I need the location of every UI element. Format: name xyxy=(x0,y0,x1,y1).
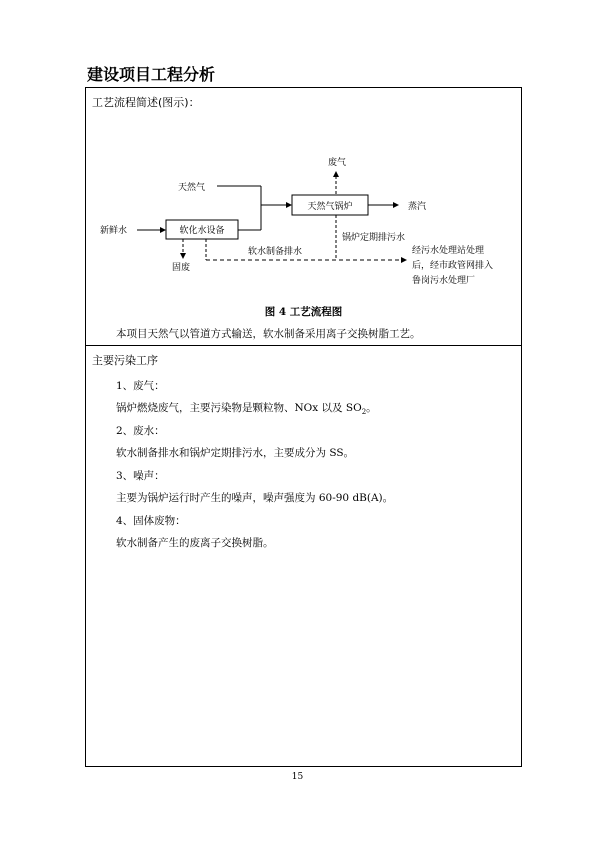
boiler-label: 天然气锅炉 xyxy=(307,202,353,212)
item-noise-heading: 3、噪声： xyxy=(116,470,165,482)
natural-gas-label: 天然气 xyxy=(178,183,206,193)
softener-label: 软化水设备 xyxy=(179,226,225,236)
boiler-drain-label: 锅炉定期排污水 xyxy=(342,233,406,243)
figure-caption: 图 4 工艺流程图 xyxy=(264,306,343,318)
destination-line-1: 经污水处理站处理 xyxy=(412,246,485,256)
steam-label: 蒸汽 xyxy=(408,202,427,212)
solid-waste-label: 固废 xyxy=(172,263,191,273)
process-section-heading: 工艺流程简述(图示)： xyxy=(92,96,200,109)
item-exhaust-heading: 1、废气： xyxy=(116,380,165,392)
destination-line-2: 后，经市政管网排入 xyxy=(412,261,494,271)
process-description: 本项目天然气以管道方式输送，软水制备采用离子交换树脂工艺。 xyxy=(116,328,421,340)
item-noise-detail: 主要为锅炉运行时产生的噪声，噪声强度为 60-90 dB(A)。 xyxy=(116,492,394,504)
exhaust-label: 废气 xyxy=(328,158,347,168)
item-solid-heading: 4、固体废物： xyxy=(116,515,186,527)
section-divider xyxy=(86,345,521,346)
page-title: 建设项目工程分析 xyxy=(87,65,216,84)
pollution-section-heading: 主要污染工序 xyxy=(92,354,158,367)
item-wastewater-detail: 软水制备排水和锅炉定期排污水，主要成分为 SS。 xyxy=(116,447,355,459)
item-solid-detail: 软水制备产生的废离子交换树脂。 xyxy=(116,537,274,549)
item-exhaust-detail: 锅炉燃烧废气，主要污染物是颗粒物、NOx 以及 $SO_2$。 xyxy=(116,402,377,417)
item-wastewater-heading: 2、废水： xyxy=(116,425,165,437)
analysis-table xyxy=(85,87,522,767)
fresh-water-label: 新鲜水 xyxy=(100,226,128,236)
page-number: 15 xyxy=(291,772,304,782)
softener-drain-label: 软水制备排水 xyxy=(248,247,303,257)
process-flow-diagram xyxy=(86,88,523,303)
destination-line-3: 鲁岗污水处理厂 xyxy=(412,276,476,286)
